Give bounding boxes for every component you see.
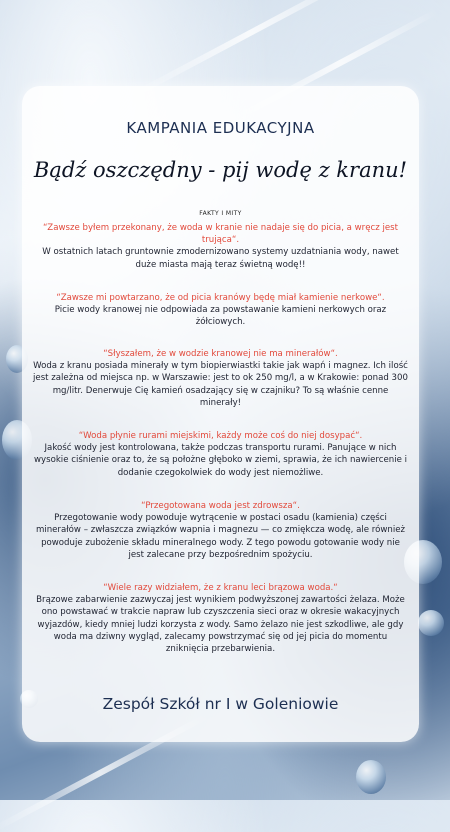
fact-answer: Picie wody kranowej nie odpowiada za powstawanie kamieni nerkowych oraz żółciowych. <box>54 305 387 328</box>
water-splash <box>134 0 366 97</box>
myth-section <box>32 222 409 271</box>
info-card <box>22 86 419 742</box>
myth-quote: “Słyszałem, że w wodzie kranowej nie ma minerałów“. <box>103 349 338 359</box>
water-droplet <box>418 610 444 636</box>
fact-answer: Brązowe zabarwienie zazwyczaj jest wynikiem podwyższonej zawartości żelaza. Może ono powstawać w trakcie napraw lub czyszczenia sieci oraz w okresie wakacyjnych wyjazdów, kiedy mniej ludzi korzysta z wody. Samo żelazo nie jest szkodliwe, ale gdy woda ma dziwny wygląd, zalecamy powstrzymać się od jej picia do momentu zniknięcia przebarwienia. <box>36 595 405 655</box>
headline: Bądź oszczędny - pij wodę z kranu! <box>33 158 408 182</box>
myth-quote: “Przegotowana woda jest zdrowsza“. <box>141 501 300 511</box>
myth-section <box>32 292 409 329</box>
myth-quote: “Woda płynie rurami miejskimi, każdy może coś do niej dosypać“. <box>78 431 363 441</box>
section-kicker: FAKTY I MITY <box>199 210 242 217</box>
campaign-header: KAMPANIA EDUKACYJNA <box>126 119 315 137</box>
fact-answer: Przegotowanie wody powoduje wytrącenie w postaci osadu (kamienia) części minerałów – zwłaszcza związków wapnia i magnezu — co zmiękcza wodę, ale również powoduje zubożenie składu mineralnego wody. Z tego powodu gotowanie wody nie jest zalecane przy bezpośrednim spożyciu. <box>35 513 406 560</box>
myth-quote: “Zawsze mi powtarzano, że od picia kranówy będę miał kamienie nerkowe“. <box>56 293 385 303</box>
myth-section <box>32 582 409 655</box>
myth-section <box>32 430 409 479</box>
school-name: Zespół Szkół nr I w Goleniowie <box>102 695 339 713</box>
myth-section <box>32 348 409 409</box>
fact-answer: Woda z kranu posiada minerały w tym biopierwiastki takie jak wapń i magnez. Ich ilość jest zależna od miejsca np. w Warszawie: jest to ok 250 mg/l, a w Krakowie: ponad 300 mg/litr. Denerwuje Cię kamień osadzający się w czajniku? To są właśnie cenne minerały! <box>33 361 408 408</box>
myth-quote: “Wiele razy widziałem, że z kranu leci brązowa woda.“ <box>103 583 338 593</box>
water-droplet <box>356 760 386 794</box>
fact-answer: W ostatnich latach gruntownie zmodernizowano systemy uzdatniania wody, nawet duże miasta mają teraz świetną wodę!! <box>42 247 399 270</box>
myth-quote: “Zawsze byłem przekonany, że woda w kranie nie nadaje się do picia, a wręcz jest trująca“. <box>43 223 398 246</box>
fact-answer: Jakość wody jest kontrolowana, także podczas transportu rurami. Panujące w nich wysokie ciśnienie oraz to, że są położne głęboko w ziemi, sprawia, że ich nawiercenie i dodanie czegokolwiek do wody jest niemożliwe. <box>33 443 408 478</box>
myth-section <box>32 500 409 561</box>
